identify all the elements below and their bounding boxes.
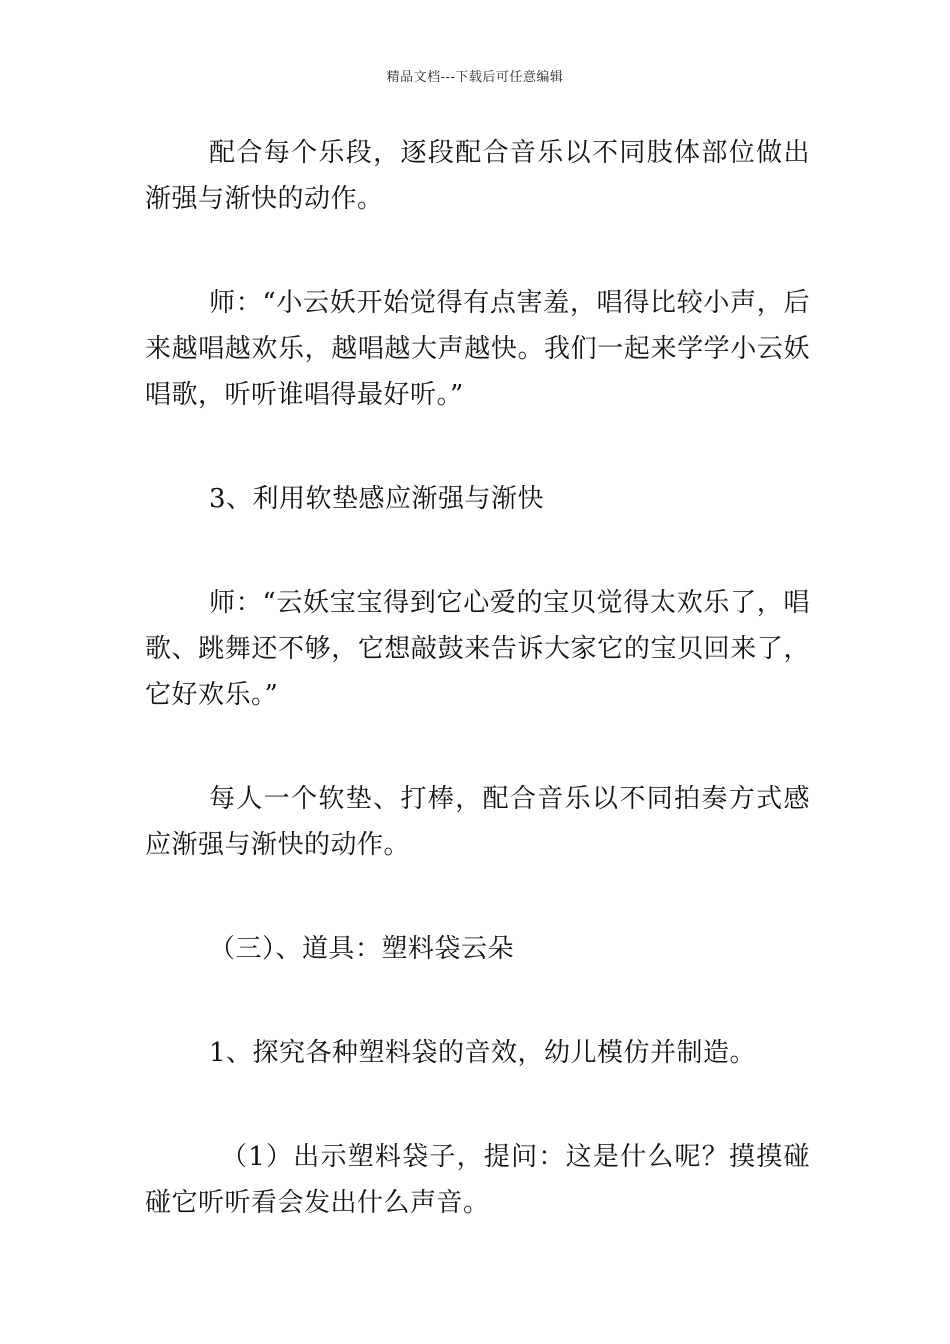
paragraph-gap bbox=[145, 1076, 810, 1134]
paragraph-gap bbox=[145, 522, 810, 580]
paragraph-gap bbox=[145, 222, 810, 280]
paragraph-7: 1、探究各种塑料袋的音效，幼儿模仿并制造。 bbox=[209, 1038, 757, 1068]
paragraph-3: 3、利用软垫感应渐强与渐快 bbox=[209, 484, 545, 514]
page-header: 精品文档---下载后可任意编辑 bbox=[386, 70, 564, 85]
paragraph-gap bbox=[145, 418, 810, 476]
paragraph-5: 每人一个软垫、打棒，配合音乐以不同拍奏方式感应渐强与渐快的动作。 bbox=[145, 784, 810, 860]
paragraph-1: 配合每个乐段，逐段配合音乐以不同肢体部位做出渐强与渐快的动作。 bbox=[145, 138, 810, 214]
paragraph-6: （三）、道具：塑料袋云朵 bbox=[209, 934, 515, 964]
paragraph-4: 师：“云妖宝宝得到它心爱的宝贝觉得太欢乐了，唱歌、跳舞还不够，它想敲鼓来告诉大家它的宝贝回来了，它好欢乐。” bbox=[145, 588, 810, 710]
paragraph-2: 师：“小云妖开始觉得有点害羞，唱得比较小声，后来越唱越欢乐，越唱越大声越快。我们一起来学学小云妖唱歌，听听谁唱得最好听。” bbox=[145, 288, 810, 410]
paragraph-gap bbox=[145, 868, 810, 926]
paragraph-8: （1）出示塑料袋子，提问：这是什么呢？摸摸碰碰它听听看会发出什么声音。 bbox=[145, 1142, 810, 1218]
paragraph-gap bbox=[145, 972, 810, 1030]
document-body bbox=[145, 130, 810, 1226]
paragraph-gap bbox=[145, 718, 810, 776]
